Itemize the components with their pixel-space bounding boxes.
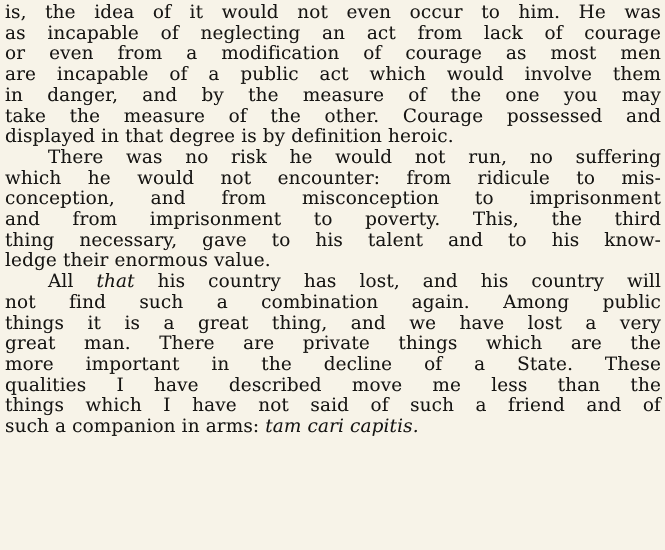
- text-run: more important in the decline of a State. These: [5, 353, 661, 375]
- text-line: [5, 24, 661, 45]
- text-run: All: [48, 271, 97, 293]
- text-line: [5, 396, 661, 417]
- text-run: take the measure of the other. Courage possessed and: [5, 105, 661, 127]
- text-run: great man. There are private things which are the: [5, 333, 661, 355]
- text-run: is, the idea of it would not even occur to him. He was: [5, 2, 661, 23]
- text-run: things it is a great thing, and we have lost a very: [5, 312, 661, 334]
- text-line: [5, 334, 661, 355]
- italic-text-run: tam cari capitis.: [265, 416, 419, 438]
- text-line: [5, 189, 661, 210]
- text-line: [5, 169, 661, 190]
- text-run: not find such a combination again. Among public: [5, 291, 661, 313]
- paragraph-country-loss: [5, 272, 661, 438]
- text-line: [5, 148, 661, 169]
- text-line: [5, 3, 661, 24]
- text-line: [5, 210, 661, 231]
- text-run: such a companion in arms:: [5, 416, 266, 438]
- text-run: and from imprisonment to poverty. This, the third: [5, 209, 661, 231]
- text-line: [5, 44, 661, 65]
- text-line: [5, 231, 661, 252]
- text-run: in danger, and by the measure of the one you may: [5, 84, 661, 106]
- text-run: his country has lost, and his country will: [134, 271, 661, 293]
- text-line: [5, 355, 661, 376]
- paragraph-risk: [5, 148, 661, 272]
- text-line: [5, 127, 661, 148]
- text-run: thing necessary, gave to his talent and to his know-: [5, 229, 661, 251]
- text-run: things which I have not said of such a friend and of: [5, 395, 661, 417]
- text-line: [5, 65, 661, 86]
- text-run: are incapable of a public act which would involve them: [5, 64, 661, 86]
- text-run: conception, and from misconception to imprisonment: [5, 188, 661, 210]
- text-line: [5, 417, 661, 438]
- text-line: [5, 293, 661, 314]
- paragraph-courage: [5, 3, 661, 148]
- text-run: ledge their enormous value.: [5, 250, 271, 272]
- text-line: [5, 86, 661, 107]
- text-run: qualities I have described move me less than the: [5, 374, 661, 396]
- text-line: [5, 376, 661, 397]
- italic-text-run: that: [96, 271, 135, 293]
- text-run: There was no risk he would not run, no suffering: [48, 146, 661, 168]
- text-run: displayed in that degree is by definition heroic.: [5, 126, 454, 148]
- text-line: [5, 107, 661, 128]
- text-run: or even from a modification of courage as most men: [5, 43, 661, 65]
- text-line: [5, 251, 661, 272]
- text-line: [5, 314, 661, 335]
- text-line: [5, 272, 661, 293]
- text-run: as incapable of neglecting an act from lack of courage: [5, 22, 661, 44]
- text-run: which he would not encounter: from ridicule to mis-: [5, 167, 661, 189]
